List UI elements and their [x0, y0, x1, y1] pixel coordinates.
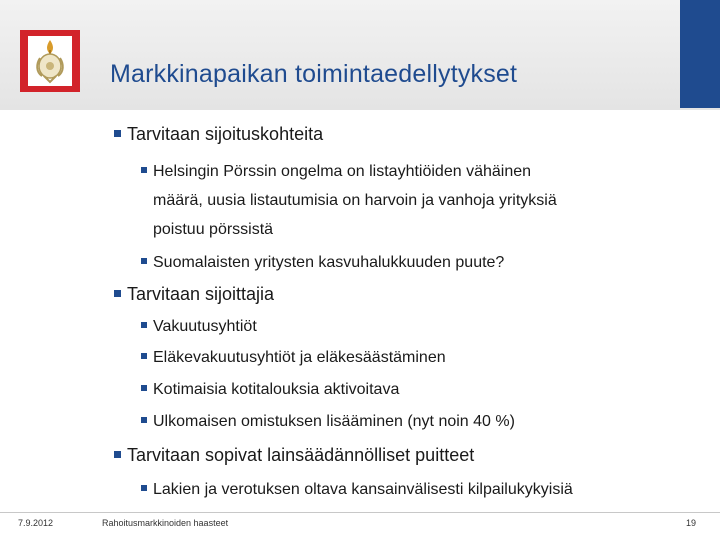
- square-bullet-icon: [141, 322, 147, 328]
- footer-date: 7.9.2012: [18, 518, 54, 528]
- bullet-text: Tarvitaan sijoittajia: [127, 284, 275, 304]
- bullet-level1: [114, 284, 274, 305]
- bullet-text: Tarvitaan sijoituskohteita: [127, 124, 324, 144]
- bullet-level2: [141, 315, 257, 339]
- bullet-level2: [141, 346, 446, 370]
- bullet-text-continuation: poistuu pörssistä: [153, 221, 274, 238]
- bullet-level1: [114, 445, 474, 466]
- bullet-level2: [141, 478, 573, 502]
- footer-divider: [0, 512, 720, 513]
- slide-title: Markkinapaikan toimintaedellytykset: [110, 60, 518, 88]
- bullet-text: Tarvitaan sopivat lainsäädännölliset puitteet: [127, 445, 475, 465]
- bullet-text: Helsingin Pörssin ongelma on listayhtiöiden vähäinen: [153, 163, 532, 180]
- bullet-level2: [141, 160, 531, 184]
- square-bullet-icon: [141, 385, 147, 391]
- bullet-text: Vakuutusyhtiöt: [153, 318, 257, 335]
- square-bullet-icon: [141, 353, 147, 359]
- square-bullet-icon: [141, 258, 147, 264]
- footer-source: Rahoitusmarkkinoiden haasteet: [102, 518, 229, 528]
- bullet-level2: [141, 378, 399, 402]
- footer-page-number: 19: [686, 518, 697, 528]
- bullet-level2: [141, 251, 504, 275]
- square-bullet-icon: [114, 130, 121, 137]
- bullet-text-continuation: määrä, uusia listautumisia on harvoin ja vanhoja yrityksiä: [153, 192, 557, 209]
- bullet-level1: [114, 124, 323, 145]
- square-bullet-icon: [141, 417, 147, 423]
- square-bullet-icon: [114, 290, 121, 297]
- bullet-text: Eläkevakuutusyhtiöt ja eläkesäästäminen: [153, 349, 446, 366]
- bullet-text: Ulkomaisen omistuksen lisääminen (nyt noin 40 %): [153, 413, 515, 430]
- square-bullet-icon: [141, 167, 147, 173]
- bullet-text: Kotimaisia kotitalouksia aktivoitava: [153, 381, 400, 398]
- bullet-text: Suomalaisten yritysten kasvuhalukkuuden puute?: [153, 254, 505, 271]
- square-bullet-icon: [141, 485, 147, 491]
- square-bullet-icon: [114, 451, 121, 458]
- bullet-text: Lakien ja verotuksen oltava kansainvälisesti kilpailukykyisiä: [153, 481, 573, 498]
- bullet-level2: [141, 410, 515, 434]
